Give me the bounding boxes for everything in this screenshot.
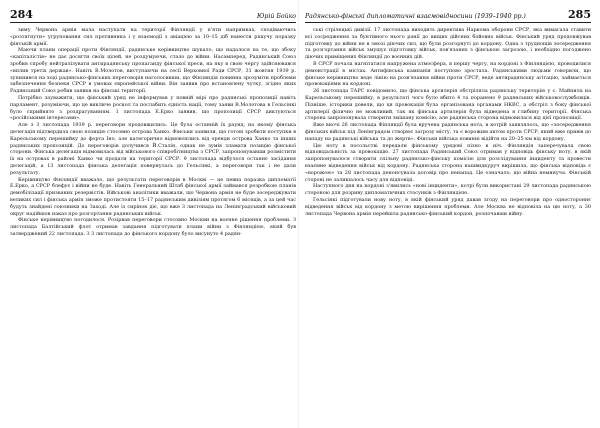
left-page-header — [10, 8, 296, 23]
paragraph: Гельсінкі підготували нову ноту, в якій фінський уряд давав згоду на переговори про одностороннє відведення військ від кордону з метою вирішення проблеми. Але Москва не відповіла на цю ноту, а 30 листопада Червона армія перейшла радянсько-фінський кордон, розпочавши війну. — [305, 196, 591, 217]
paragraph: ські стрілецькі дивізії. 17 листопада виходить директива Наркома оборони СРСР, яка вимагала ставити всі сосредження за бунтівного нього ранії до вищих дійсних бойових військ. Фінський уряд продовжував підготовку до війни не в змозі діючих сил, що були розгорнуті до кордону. Одна з труднощів зосередження та розгортання військ змушує підготовку військ, пов'язаних з фінською загрозою, і необхідно погоджено діючих приміщених Фінляндії до воєнних дій. — [305, 27, 591, 61]
paragraph: Наступного дня на кордоні з'явились «нові інциденти», котрі були використані 29 листопада радянською стороною для розриву дипломатичних стосунків з Фінляндією. — [305, 183, 591, 197]
left-page — [10, 8, 296, 422]
right-page-body — [305, 27, 591, 217]
right-page — [305, 8, 591, 422]
right-running-title: Радянсько-фінські дипломатичні взаємовідносини (1939–1940 рр.) — [305, 13, 526, 20]
paragraph: Цю ноту в посольстві передали фінському урядові пізно в ніч. Фінляндія заперечувала свою відповідальність за провокацію. 27 листопада Радянський Союз отримав у відповідь фінську ноту, в якій запропонувалося створити спільну радянсько-фінську комісію для розслідування інциденту та провести взаємне відведення військ від кордону. Радянська сторона нашвидкуруч вирішила, що фінська відповідь є «ворожою» та 28 листопада денонсувала договір про ненапад. Це означало, що війна неминуча. Фінській стороні не залишалось часу для відповіді. — [305, 142, 591, 183]
paragraph: Потрібно зауважити, що фінський уряд не інформував у повній мірі про радянські пропозиції навіть парламент, розуміючи, що це викличе роскол та послабить єдність нації, тому заяви В.Молотова в Гельсінкі було сприйнято з роздратуванням. 1 листопада Е.Ерко заявив, що пропозиції СРСР диктуються «російськими інтересами». — [10, 94, 296, 122]
paragraph: Маючи плани операції проти Фінляндії, радянське керівництво шукало, що надалося на те, що збоку «капіталістів» не дає досягти своїх цілей, не роздумуючи, стало до війни. Насамперед, Радянський Союз зробив спробу нейтралізувати антирадянську пропаганду фінської преси, на яку в свою чергу здійснювався «вплив третіх держав». Навіть В.Молотов, виступаючи на сесії Верховної Ради СРСР, 31 жовтня 1939 р. зупинився на ході радянсько-фінських переговорів наголосивши, що Фінляндія повинна зрозуміти проблеми забезпечення безпеки СРСР в умовах європейської війни. Він заявив про встановлену чутку, згідно яких Радянський Союз робив заявки на фінські території. — [10, 47, 296, 95]
paragraph: Фінське керівництво погодилося. Розірвав переговори стосовно Москви на воєнне рішення проблеми. З листопада Балтійський флот отримав завдання підготувати плани війни з Фінляндією, який був затверджений 22 листопада. З 3 листопада до фінського кордону було висунуто 4 радян- — [10, 217, 296, 237]
paragraph: зиму Червона армія мала наступати на території Фінляндії у п'яти напрямках, сподіваючись «розтягнути» угруповання сил противника і у взаємодії з авіацією за 10–15 діб нанести рішучу поразку фінській армії. — [10, 27, 296, 47]
right-page-number: 285 — [568, 8, 591, 21]
paragraph: В СРСР почала нагнітатися напружена атмосфера, в першу чергу, на кордоні з Фінляндією, проводилися демонстрації в містах. Антифінська кампанія поступово зростала. Радянськими людьми говорили, що фінське керівництво веде лінію на розв'язання війни проти СРСР, веде антирадянську агітацію, займається провокаціями на кордоні. — [305, 60, 591, 88]
book-gutter — [298, 0, 299, 428]
left-page-number: 284 — [10, 8, 33, 21]
left-page-body — [10, 27, 296, 238]
paragraph: 26 листопада ТАРС повідомило, що фінська артилерія обстріляла радянську територію у с. Майнила на Карельському перешийку, в результаті чого було вбито 4 та поранено 9 радянських військовослужбовців. Пізніше, історики довели, що ця провокація була організована органами НКВС, а обстріл з боку фінської артилерії фізично не можливий, так як фінська артилерія була відведена в глибину території. Фінська сторона запропонувала створити змішану комісію, але радянська сторона відмовилася від цієї пропозиції. — [305, 88, 591, 122]
paragraph: Але з 3 листопада 1939 р. переговори продовжились. Це була останній їх раунд, на якому фінська делегація підтвердила свою позицію стосовно острова Ханко. Фінськи заявили, що готові зробити поступки в Карельському перешийку до форта Іно, але категорично відмовлялись від оренди острова Ханко та інших радянських пропозицій. До переговорів долучився Й.Сталін, однак не зумів зламати позицію фінської сторони. Фінська делегація відмовилась від військового співробітництва з СРСР, запропонувавши розмістити їх на островах в районі Ханко чи продати на території СРСР. 9 листопада відбулося останнє засідання делегацій, а 13 листопада фінська делегація повернулась до Гельсінкі, а переговори так і не дали результату. — [10, 122, 296, 176]
left-running-title: Юрій Бойко — [257, 13, 296, 20]
paragraph: Вже вночі 26 листопада Фінляндії була вручена радянська нота, в котрій заявлялось, що «зосередження фінських військ під Ленінградом створює загрозу місту, та є ворожим актом проти СРСР, який вже привів до нападу на радянські війська та до жертв». Фінськи війська повинні відійти на 20–25 км від кордону. — [305, 122, 591, 142]
right-page-header — [305, 8, 591, 23]
paragraph: Керівництво Фінляндії вважало, що результати переговорів в Москві — це певна поразка дипломатії Е.Ерко, а СРСР блефує і війни не буде. Навіть Генеральний Штаб фінської армії займався розробкою планів демобілізації призваних резервістів. Військові аналітики вважали, що Червона армія не буде зосереджувати великих сил і фінська армія зможе протистояти 15–17 радянським дивізіям протягом 6 місяців, а за цей час будуть знайдені союзники на Заході. Але із сирінок діє, що вже 3 листопада на Ленінградський військовий округ надійшов наказ про розгортання радянських військ. — [10, 176, 296, 217]
